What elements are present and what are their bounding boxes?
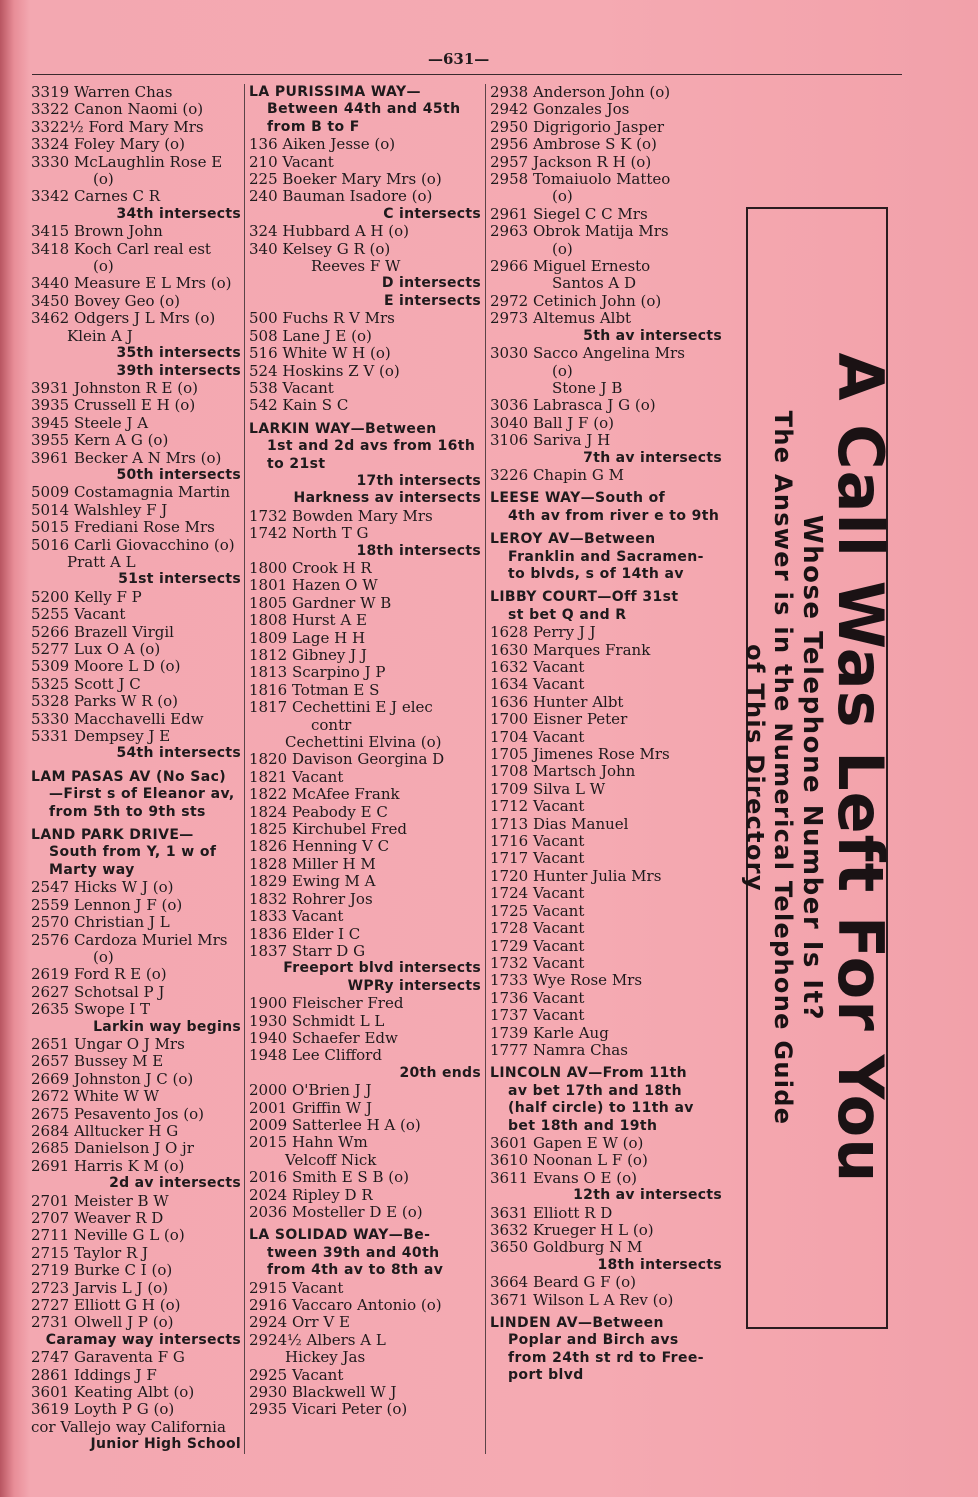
street-description: Between 44th and 45th from B to F: [267, 101, 461, 135]
intersection-note: 18th intersects: [597, 1256, 722, 1273]
directory-entry: 2000 O'Brien J J: [249, 1081, 372, 1100]
directory-entry: 1728 Vacant: [490, 919, 585, 938]
directory-entry: 500 Fuchs R V Mrs: [249, 309, 395, 328]
directory-entry: 5330 Macchavelli Edw: [31, 709, 204, 728]
directory-entry: 1733 Wye Rose Mrs: [490, 971, 643, 990]
directory-entry: 1705 Jimenes Rose Mrs: [490, 745, 670, 764]
directory-entry-continued: (o): [93, 170, 114, 189]
directory-entry: 3450 Bovey Geo (o): [31, 291, 180, 310]
directory-entry: 2675 Pesavento Jos (o): [31, 1104, 204, 1123]
intersection-note: E intersects: [383, 292, 481, 309]
directory-entry: 1709 Silva L W: [490, 779, 606, 798]
street-description: Poplar and Birch avs from 24th st rd to Free- port blvd: [508, 1332, 704, 1384]
street-heading: LARKIN WAY—Between: [249, 420, 437, 437]
directory-entry: 3319 Warren Chas: [31, 83, 173, 101]
directory-entry: 2925 Vacant: [249, 1365, 344, 1384]
directory-entry: 2973 Altemus Albt: [490, 309, 632, 328]
directory-entry: 1739 Karle Aug: [490, 1023, 609, 1042]
directory-entry: 2966 Miguel Ernesto: [490, 257, 651, 276]
directory-entry: 1630 Marques Frank: [490, 640, 651, 659]
directory-entry: 1829 Ewing M A: [249, 872, 376, 891]
intersection-note: 12th av intersects: [573, 1187, 722, 1204]
directory-entry: 1716 Vacant: [490, 832, 585, 851]
directory-entry: 508 Lane J E (o): [249, 326, 372, 345]
page-number: —631—: [428, 50, 490, 68]
directory-entry: 2691 Harris K M (o): [31, 1156, 185, 1175]
directory-entry: 2916 Vaccaro Antonio (o): [249, 1296, 442, 1315]
intersection-note: 7th av intersects: [583, 449, 722, 466]
ad-subhead: Whose Telephone Number Is It?: [797, 514, 827, 1022]
directory-entry: 340 Kelsey G R (o): [249, 239, 391, 258]
directory-entry: 3418 Koch Carl real est: [31, 239, 211, 258]
directory-entry: 3330 McLaughlin Rose E: [31, 152, 223, 171]
directory-entry-continued: (o): [552, 187, 573, 206]
directory-entry: 1708 Martsch John: [490, 762, 636, 781]
directory-entry: 2963 Obrok Matija Mrs: [490, 222, 669, 241]
directory-entry: 538 Vacant: [249, 378, 334, 397]
directory-entry: 5200 Kelly F P: [31, 587, 142, 606]
directory-entry: 1636 Hunter Albt: [490, 692, 624, 711]
directory-entry: 324 Hubbard A H (o): [249, 222, 410, 241]
directory-entry: 2024 Ripley D R: [249, 1185, 373, 1204]
directory-entry: 1836 Elder I C: [249, 924, 361, 943]
directory-entry: 1720 Hunter Julia Mrs: [490, 866, 662, 885]
directory-entry: 3030 Sacco Angelina Mrs: [490, 344, 685, 363]
directory-entry: 2684 Alltucker H G: [31, 1121, 179, 1140]
directory-entry: 1742 North T G: [249, 524, 369, 543]
street-description: —First s of Eleanor av, from 5th to 9th sts: [49, 786, 235, 820]
directory-entry: 1833 Vacant: [249, 907, 344, 926]
intersection-note: Harkness av intersects: [293, 490, 481, 507]
directory-entry: 2957 Jackson R H (o): [490, 152, 652, 171]
directory-entry: 1737 Vacant: [490, 1006, 585, 1025]
directory-entry: 2935 Vicari Peter (o): [249, 1400, 408, 1419]
intersection-note: 34th intersects: [116, 205, 241, 222]
directory-entry: 1800 Crook H R: [249, 558, 372, 577]
intersection-note: 50th intersects: [116, 466, 241, 483]
directory-entry: 3601 Gapen E W (o): [490, 1133, 644, 1152]
directory-entry: 1817 Cechettini E J elec: [249, 698, 433, 717]
intersection-note: Caramay way intersects: [45, 1331, 241, 1348]
directory-entry: 1826 Henning V C: [249, 837, 390, 856]
street-heading: LA PURISSIMA WAY—: [249, 84, 421, 100]
directory-entry: 3632 Krueger H L (o): [490, 1221, 654, 1239]
directory-entry-continued: (o): [93, 257, 114, 276]
directory-entry: 2672 White W W: [31, 1087, 160, 1106]
directory-entry: 3631 Elliott R D: [490, 1203, 613, 1222]
directory-entry: 516 White W H (o): [249, 344, 391, 363]
directory-entry-continued: (o): [93, 947, 114, 966]
street-description: 1st and 2d avs from 16th to 21st: [267, 438, 476, 472]
column-3: [490, 84, 722, 1385]
directory-entry: 2930 Blackwell W J: [249, 1383, 397, 1402]
directory-entry: 3955 Kern A G (o): [31, 431, 169, 450]
directory-entry: 3415 Brown John: [31, 222, 163, 241]
directory-entry: 3324 Foley Mary (o): [31, 135, 185, 154]
directory-entry: 2657 Bussey M E: [31, 1052, 164, 1071]
directory-entry: 5014 Walshley F J: [31, 500, 168, 519]
street-heading: LAND PARK DRIVE—: [31, 827, 194, 844]
directory-entry: 1900 Fleischer Fred: [249, 994, 404, 1013]
directory-entry: 1801 Hazen O W: [249, 576, 378, 595]
directory-entry: 2950 Digrigorio Jasper: [490, 117, 665, 136]
directory-entry: 2707 Weaver R D: [31, 1209, 164, 1227]
ad-line: The Answer is in the Numerical Telephone Guide: [769, 410, 797, 1126]
directory-entry: 3961 Becker A N Mrs (o): [31, 448, 222, 467]
directory-entry: 2001 Griffin W J: [249, 1098, 372, 1117]
directory-entry: cor Vallejo way California: [31, 1417, 226, 1436]
directory-entry: 5016 Carli Giovacchino (o): [31, 535, 235, 554]
directory-entry: 2627 Schotsal P J: [31, 982, 165, 1001]
directory-entry: 2547 Hicks W J (o): [31, 878, 174, 897]
advertisement-box: [741, 207, 897, 1329]
directory-entry: 3322½ Ford Mary Mrs: [31, 117, 204, 136]
intersection-note: 20th ends: [399, 1064, 481, 1081]
intersection-note: 5th av intersects: [583, 327, 722, 344]
directory-entry: 3036 Labrasca J G (o): [490, 396, 656, 415]
directory-entry: 3935 Crussell E H (o): [31, 396, 196, 415]
directory-entry: 2723 Jarvis L J (o): [31, 1278, 169, 1297]
directory-entry: 2727 Elliott G H (o): [31, 1296, 181, 1315]
directory-entry: 1822 McAfee Frank: [249, 785, 400, 804]
directory-entry: 1717 Vacant: [490, 849, 585, 868]
directory-entry-continued: Reeves F W: [311, 257, 401, 276]
directory-entry: 2711 Neville G L (o): [31, 1226, 185, 1245]
directory-entry: 2924½ Albers A L: [249, 1330, 386, 1349]
directory-entry: 2015 Hahn Wm: [249, 1133, 368, 1152]
directory-entry: 1816 Totman E S: [249, 680, 380, 699]
directory-entry: 1732 Bowden Mary Mrs: [249, 506, 433, 525]
directory-entry: 136 Aiken Jesse (o): [249, 135, 396, 154]
directory-entry: 1821 Vacant: [249, 767, 344, 786]
intersection-note: 54th intersects: [116, 745, 241, 762]
directory-entry: 1812 Gibney J J: [249, 646, 367, 664]
intersection-note: 51st intersects: [118, 571, 241, 588]
directory-entry-continued: Pratt A L: [67, 552, 136, 571]
street-description: 4th av from river e to 9th: [508, 507, 720, 524]
directory-entry: 1805 Gardner W B: [249, 593, 392, 612]
directory-entry: 240 Bauman Isadore (o): [249, 187, 433, 206]
directory-entry: 2570 Christian J L: [31, 913, 170, 932]
directory-entry: 2009 Satterlee H A (o): [249, 1115, 421, 1134]
street-description: Franklin and Sacramen- to blvds, s of 14th av: [508, 548, 704, 582]
directory-entry: 3462 Odgers J L Mrs (o): [31, 309, 216, 328]
directory-entry: 1940 Schaefer Edw: [249, 1028, 398, 1047]
intersection-note: D intersects: [381, 275, 481, 292]
directory-entry: 1634 Vacant: [490, 675, 585, 694]
street-heading: LEROY AV—Between: [490, 531, 656, 548]
intersection-note: 39th intersects: [116, 362, 241, 379]
directory-entry-continued: Stone J B: [552, 378, 623, 397]
street-heading: LEESE WAY—South of: [490, 490, 666, 507]
intersection-note: Larkin way begins: [93, 1018, 241, 1035]
directory-entry: 5331 Dempsey J E: [31, 727, 171, 746]
directory-entry: 3322 Canon Naomi (o): [31, 100, 204, 119]
directory-entry: 3945 Steele J A: [31, 413, 149, 432]
intersection-note: WPRy intersects: [347, 977, 481, 994]
directory-entry: 2559 Lennon J F (o): [31, 895, 183, 914]
directory-entry: 1632 Vacant: [490, 658, 585, 676]
directory-entry: 2731 Olwell J P (o): [31, 1313, 174, 1332]
directory-entry: 2635 Swope I T: [31, 1000, 151, 1019]
intersection-note: 17th intersects: [356, 472, 481, 489]
directory-entry: 3610 Noonan L F (o): [490, 1151, 648, 1170]
directory-entry: 1704 Vacant: [490, 727, 585, 746]
directory-entry: 1832 Rohrer Jos: [249, 889, 373, 908]
directory-entry: 5015 Frediani Rose Mrs: [31, 518, 215, 537]
directory-entry: 5309 Moore L D (o): [31, 657, 181, 676]
directory-entry: 2036 Mosteller D E (o): [249, 1203, 423, 1221]
street-description: tween 39th and 40th from 4th av to 8th av: [267, 1244, 444, 1279]
intersection-note: 18th intersects: [356, 542, 481, 559]
directory-entry: 1725 Vacant: [490, 901, 585, 920]
directory-entry: 2924 Orr V E: [249, 1313, 350, 1332]
street-description: st bet Q and R: [508, 606, 627, 623]
street-heading: LA SOLIDAD WAY—Be-: [249, 1227, 431, 1244]
intersection-note: 35th intersects: [116, 345, 241, 362]
directory-entry: 3650 Goldburg N M: [490, 1238, 643, 1257]
directory-entry: 2861 Iddings J F: [31, 1365, 157, 1384]
directory-entry: 3619 Loyth P G (o): [31, 1400, 175, 1419]
directory-entry: 1837 Starr D G: [249, 941, 366, 960]
directory-entry: 2016 Smith E S B (o): [249, 1168, 409, 1187]
directory-entry: 3226 Chapin G M: [490, 465, 624, 484]
directory-entry: 1712 Vacant: [490, 797, 585, 816]
directory-entry: 1808 Hurst A E: [249, 611, 367, 630]
directory-entry: 225 Boeker Mary Mrs (o): [249, 170, 442, 189]
directory-entry: 5255 Vacant: [31, 605, 126, 624]
directory-entry: 2958 Tomaiuolo Matteo: [490, 170, 671, 189]
directory-entry: 3440 Measure E L Mrs (o): [31, 274, 232, 293]
directory-entry: 3040 Ball J F (o): [490, 413, 614, 432]
directory-entry-continued: Hickey Jas: [285, 1348, 366, 1367]
street-heading: LAM PASAS AV (No Sac): [31, 768, 227, 785]
directory-entry-continued: Cechettini Elvina (o): [285, 733, 442, 752]
directory-entry: 3601 Keating Albt (o): [31, 1383, 195, 1402]
advertisement-text: [741, 223, 897, 1313]
directory-entry: 2961 Siegel C C Mrs: [490, 204, 648, 223]
directory-entry: 1828 Miller H M: [249, 854, 376, 873]
directory-entry: 3611 Evans O E (o): [490, 1168, 637, 1187]
directory-entry: 2715 Taylor R J: [31, 1243, 149, 1262]
directory-entry: 2719 Burke C I (o): [31, 1261, 173, 1280]
directory-entry: 542 Kain S C: [249, 396, 349, 415]
directory-entry: 5328 Parks W R (o): [31, 692, 179, 711]
directory-entry: 2747 Garaventa F G: [31, 1348, 185, 1367]
directory-entry: 1813 Scarpino J P: [249, 663, 386, 682]
directory-entry: 1732 Vacant: [490, 953, 585, 972]
directory-entry: 1736 Vacant: [490, 988, 585, 1007]
directory-entry: 5277 Lux O A (o): [31, 640, 161, 658]
directory-entry: 1729 Vacant: [490, 936, 585, 955]
directory-entry: 3931 Johnston R E (o): [31, 378, 199, 397]
directory-entry: 5325 Scott J C: [31, 674, 141, 693]
directory-entry: 1824 Peabody E C: [249, 802, 388, 821]
street-heading: LIBBY COURT—Off 31st: [490, 589, 679, 606]
directory-entry: 1724 Vacant: [490, 884, 585, 903]
directory-entry: 1628 Perry J J: [490, 623, 596, 642]
directory-entry: 2915 Vacant: [249, 1278, 344, 1297]
ad-headline: A Call Was Left For You: [824, 352, 897, 1184]
directory-entry: 1777 Namra Chas: [490, 1040, 628, 1059]
directory-entry: 3664 Beard G F (o): [490, 1273, 636, 1292]
directory-entry: 1930 Schmidt L L: [249, 1011, 385, 1030]
directory-entry: 210 Vacant: [249, 152, 334, 171]
directory-entry: 2619 Ford R E (o): [31, 965, 167, 984]
directory-entry: 2972 Cetinich John (o): [490, 291, 662, 310]
directory-entry: 5266 Brazell Virgil: [31, 622, 174, 641]
directory-entry: 1809 Lage H H: [249, 628, 366, 647]
directory-entry: 5009 Costamagnia Martin: [31, 483, 231, 502]
directory-entry: 2701 Meister B W: [31, 1191, 169, 1210]
intersection-note: Junior High School: [90, 1436, 241, 1453]
directory-entry: 3342 Carnes C R: [31, 187, 161, 206]
directory-entry: 3106 Sariva J H: [490, 431, 611, 450]
intersection-note: 2d av intersects: [109, 1175, 241, 1192]
ad-line: of This Directory: [741, 644, 769, 892]
directory-entry: 2669 Johnston J C (o): [31, 1069, 194, 1088]
column-1: [31, 84, 241, 1454]
intersection-note: C intersects: [383, 205, 481, 222]
column-divider: [244, 84, 245, 1454]
directory-entry: 2938 Anderson John (o): [490, 83, 671, 101]
street-description: South from Y, 1 w of Marty way: [49, 844, 217, 878]
directory-entry: 2956 Ambrose S K (o): [490, 135, 657, 154]
directory-entry: 1713 Dias Manuel: [490, 814, 629, 833]
intersection-note: Freeport blvd intersects: [283, 960, 481, 977]
directory-entry: 2651 Ungar O J Mrs: [31, 1034, 185, 1053]
column-divider: [485, 84, 486, 1454]
directory-entry-continued: (o): [552, 361, 573, 380]
header-rule: [32, 74, 902, 75]
directory-entry: 1700 Eisner Peter: [490, 710, 628, 729]
street-heading: LINCOLN AV—From 11th: [490, 1065, 688, 1082]
directory-entry: 1948 Lee Clifford: [249, 1046, 382, 1065]
directory-entry-continued: Velcoff Nick: [285, 1150, 377, 1169]
directory-entry: 1825 Kirchubel Fred: [249, 820, 407, 839]
directory-entry: 2942 Gonzales Jos: [490, 100, 630, 119]
directory-entry: 524 Hoskins Z V (o): [249, 361, 400, 380]
column-2: [249, 84, 481, 1419]
directory-entry: 1820 Davison Georgina D: [249, 750, 445, 769]
directory-entry: 2576 Cardoza Muriel Mrs: [31, 930, 228, 949]
directory-entry: 3671 Wilson L A Rev (o): [490, 1290, 674, 1309]
street-description: av bet 17th and 18th (half circle) to 11th av bet 18th and 19th: [508, 1082, 694, 1134]
directory-entry-continued: Santos A D: [552, 274, 637, 293]
directory-entry: 2685 Danielson J O jr: [31, 1139, 194, 1158]
directory-entry-continued: contr: [311, 715, 352, 734]
directory-entry-continued: (o): [552, 239, 573, 258]
directory-entry-continued: Klein A J: [67, 326, 133, 345]
street-heading: LINDEN AV—Between: [490, 1315, 664, 1332]
